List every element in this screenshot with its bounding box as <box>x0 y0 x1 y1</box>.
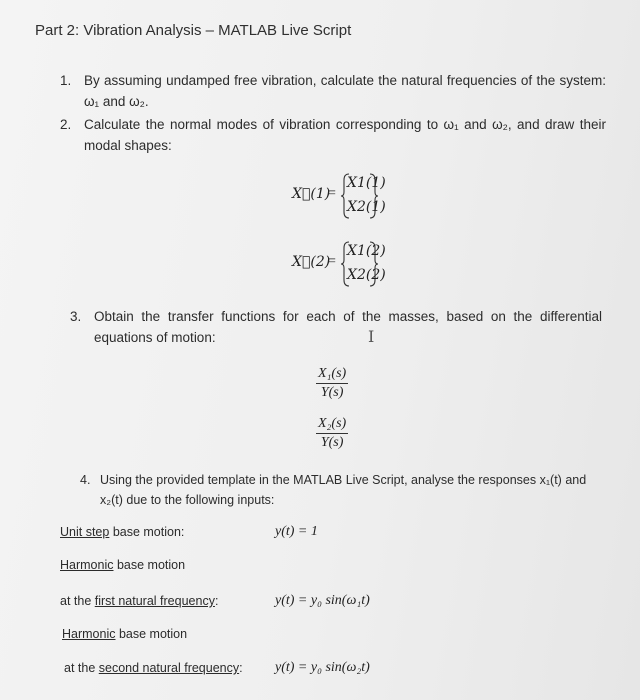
input-second-frequency-equation: y(t) = y₀ sin(ω₂t) <box>275 660 370 675</box>
transfer-function-2 <box>316 416 348 451</box>
input-harmonic-2-label <box>62 627 187 641</box>
question-text: Obtain the transfer functions for each of the masses, based on the differential equations of motion: <box>94 309 602 345</box>
mode-top-entry: X1(1) <box>347 175 386 191</box>
equals-sign: = <box>328 254 336 269</box>
input-first-frequency-label <box>60 594 218 608</box>
input-harmonic-1-label <box>60 558 185 572</box>
question-4 <box>80 470 595 514</box>
tf-numerator: X₁(s) <box>316 366 348 384</box>
label-suffix: : <box>239 661 243 675</box>
question-3 <box>70 306 605 350</box>
question-number: 3. <box>70 309 82 324</box>
mode-lhs: X⃗(2) <box>292 254 331 270</box>
mode-bottom-entry: X2(2) <box>347 267 386 283</box>
label-prefix: at the <box>64 661 99 675</box>
underlined-term: Harmonic <box>60 558 114 572</box>
label-suffix: : <box>214 594 219 608</box>
label-rest: base motion <box>115 627 188 641</box>
input-step-label <box>60 525 184 539</box>
question-number: 4. <box>80 473 91 487</box>
underlined-term: first natural frequency <box>94 594 215 608</box>
tf-denominator: Y(s) <box>320 435 344 450</box>
mode-lhs: X⃗(1) <box>292 186 331 202</box>
label-rest: base motion <box>113 558 186 572</box>
label-prefix: at the <box>60 594 95 608</box>
question-text: Calculate the normal modes of vibration corresponding to ω₁ and ω₂, and draw their modal shapes: <box>84 117 606 153</box>
page-title: Part 2: Vibration Analysis – MATLAB Live Script <box>35 22 352 39</box>
text-cursor-icon: I <box>368 327 375 346</box>
mode-top-entry: X1(2) <box>347 243 386 259</box>
equals-sign: = <box>328 186 336 201</box>
underlined-term: Harmonic <box>62 627 116 641</box>
question-text: Using the provided template in the MATLAB Live Script, analyse the responses x₁(t) and x₂(t) due to the following inputs: <box>100 473 587 507</box>
label-rest: base motion: <box>109 525 185 539</box>
tf-numerator: X₂(s) <box>316 416 348 434</box>
question-number: 2. <box>60 117 72 132</box>
transfer-function-1 <box>316 366 348 401</box>
input-step-equation: y(t) = 1 <box>275 524 318 539</box>
mode-bottom-entry: X2(1) <box>347 199 386 215</box>
question-text: By assuming undamped free vibration, calculate the natural frequencies of the system: ω₁ and ω₂. <box>84 73 606 109</box>
tf-denominator: Y(s) <box>320 385 344 400</box>
input-first-frequency-equation: y(t) = y₀ sin(ω₁t) <box>275 593 370 608</box>
underlined-term: Unit step <box>60 525 110 539</box>
input-second-frequency-label <box>64 661 243 675</box>
question-1 <box>60 70 610 114</box>
question-2 <box>60 114 610 158</box>
underlined-term: second natural frequency <box>98 661 240 675</box>
question-number: 1. <box>60 73 72 88</box>
